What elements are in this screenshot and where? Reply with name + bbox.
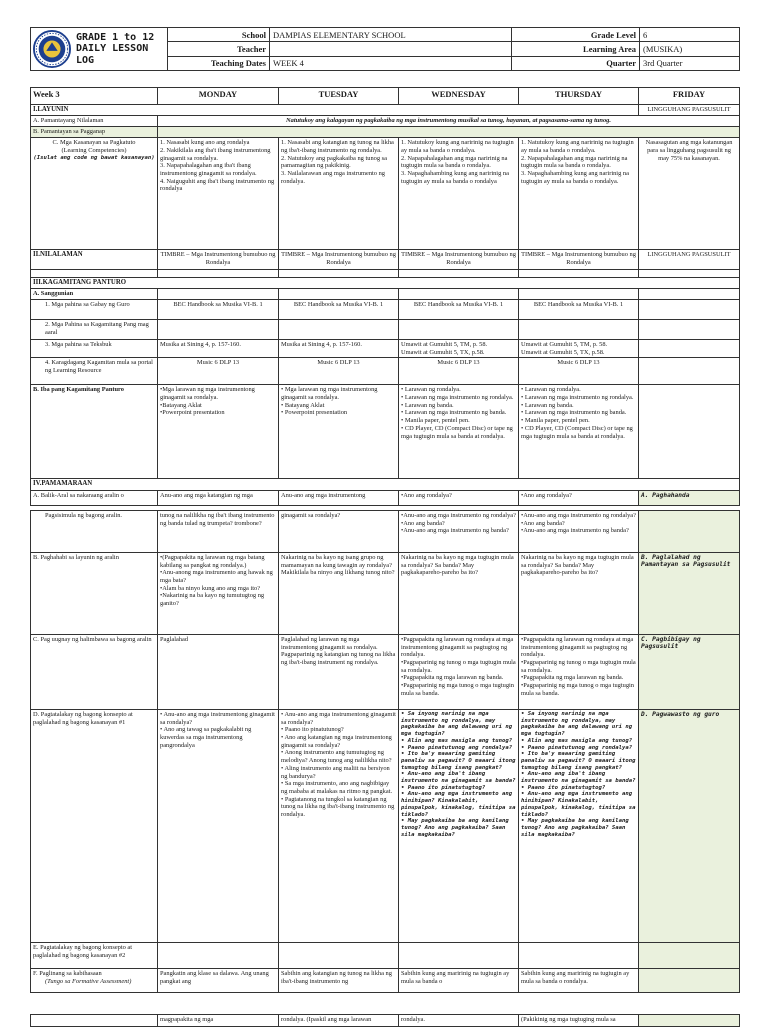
pagsisimula-label: Pagsisimula ng bagong aralin. [31, 511, 158, 553]
teacher-label: Teacher [168, 42, 270, 56]
learning-resource-label: 4. Karagdagang Kagamitan mula sa portal ng Learning Resource [31, 358, 158, 385]
kagamitan-heading: III.KAGAMITANG PANTURO [31, 278, 740, 289]
pag-uugnay-monday: Paglalahad [158, 635, 279, 710]
pagsisimula-thursday: •Anu-ano ang mga instrumento ng rondalya? •Ano ang banda? •Anu-ano ang mga instrumento ng banda? [519, 511, 639, 553]
competencies-thursday: 1. Natutukoy kung ang naririnig na tugtugin ay mula sa banda o rondalya. 2. Napapahalagahan ang mga naririnig na tugtugin mula sa banda o rondalya. 3. Napaghahambing kung ang naririnig na tugtugin ay mula sa banda o rondalya. [519, 138, 639, 250]
pamantayan-pagganap-value [158, 127, 740, 138]
document-title: GRADE 1 to 12 DAILY LESSON LOG [76, 31, 155, 66]
thursday-header: THURSDAY [519, 88, 639, 105]
pagsisimula-friday [639, 511, 740, 553]
pagtatalakay-1-monday: • Anu-ano ang mga instrumentong ginagamit sa rondalya? • Ano ang tawag sa pagkakalabit ng kuwerdas sa mga instrumentong pangrondalya [158, 710, 279, 943]
header-table [30, 27, 740, 71]
paghahabi-monday: •(Pagpapakita ng larawan ng mga batang kabilang sa pangkat ng rondalya.) •Anu-anong mga instrumento ang hawak ng mga bata? •Alam ba ninyo kung ano ang mga ito? •Nakarinig na ba kayo ng tumutugtog ng ganito? [158, 553, 279, 635]
pag-uugnay-label: C. Pag uugnay ng halimbawa sa bagong aralin [31, 635, 158, 710]
teksbuk-wednesday: Umawit at Gumuhit 5, TM, p. 58. Umawit at Gumuhit 5, TX, p.58. [399, 340, 519, 358]
iba-pang-kagamitan-tuesday: • Mga larawan ng mga instrumentong ginagamit sa rondalya. • Batayang Aklat • Powerpoint presentation [279, 385, 399, 479]
learning-resource-thursday: Music 6 DLP 13 [519, 358, 639, 385]
gabay-guro-tuesday: BEC Handbook sa Musika VI-B. 1 [279, 300, 399, 320]
pagsisimula-monday: tunog na nalilikha ng iba't ibang instrumento ng banda tulad ng trumpeta? trombone? [158, 511, 279, 553]
quarter-label: Quarter [512, 56, 640, 70]
pagtatalakay-1-thursday: • Sa inyong narinig na mga instrumento ng rondalya, may pagkakaiba ba ang dalawang uri ng mga tugtugin? • Alin ang mas masigla ang tunog? • Paano pinatutunog ang rondalya? • Ito ba'y maaaring gamiting panaliw sa pagawit? O maaari itong tumugtog bilang isang pangkat? • Anu-ano ang iba't ibang instrumento na ginagamit sa banda? • Paano ito pinatutugtog? • Anu-ano ang mga instrumento ang hinihipan? Kinakalabit, pinupalpok, kinakalog, tinitipa sa tiklado? • May pagkakaiba ba ang kanilang tunog? Ano ang pagkakaiba? Saan sila magkakaiba? [519, 710, 639, 943]
wednesday-header: WEDNESDAY [399, 88, 519, 105]
competencies-friday: Nasasagutan ang mga katanungan para sa lingguhang pagsusulit ng may 75% na kasanayan. [639, 138, 740, 250]
nilalaman-tuesday: TIMBRE – Mga Instrumentong bumubuo ng Rondalya [279, 250, 399, 270]
pag-uugnay-friday: C. Pagbibigay ng Pagsusulit [639, 635, 740, 710]
paghahabi-label: B. Paghahabi sa layunin ng aralin [31, 553, 158, 635]
paglinang-subtitle: (Tungo sa Formative Assessment) [45, 977, 132, 985]
tuesday-header: TUESDAY [279, 88, 399, 105]
learning-resource-monday: Music 6 DLP 13 [158, 358, 279, 385]
pagsisimula-tuesday: ginagamit sa rondalya? [279, 511, 399, 553]
learning-resource-tuesday: Music 6 DLP 13 [279, 358, 399, 385]
nilalaman-thursday: TIMBRE – Mga Instrumentong bumubuo ng Rondalya [519, 250, 639, 270]
pag-uugnay-thursday: •Pagpapakita ng larawan ng rondaya at mga instrumentong ginagamit sa pagtugtog ng rondalya. •Pagpaparinig ng tunog o mga tugtugin mula sa rondalya. •Pagpapakita ng mga larawan ng banda. •Pagpaparinig ng mga tunog o mga tugtugin mula sa banda. [519, 635, 639, 710]
balik-aral-thursday: •Ano ang rondalya? [519, 490, 639, 505]
teaching-dates-label: Teaching Dates [168, 56, 270, 70]
iba-pang-kagamitan-monday: •Mga larawan ng mga instrumentong ginagamit sa rondalya. •Batayang Aklat •Powerpoint presentation [158, 385, 279, 479]
pamamaraan-heading: IV.PAMAMARAAN [31, 479, 740, 490]
teksbuk-label: 3. Mga pahina sa Teksbuk [31, 340, 158, 358]
continued-wednesday: rondalya. [399, 1015, 519, 1027]
balik-aral-tuesday: Anu-ano ang mga instrumentong [279, 490, 399, 505]
nilalaman-friday: LINGGUHANG PAGSUSULIT [639, 250, 740, 270]
competencies-label [31, 138, 158, 250]
layunin-heading: I.LAYUNIN [31, 105, 639, 116]
pamantayang-nilalaman-label: A. Pamantayang Nilalaman [31, 116, 158, 127]
teksbuk-tuesday: Musika at Sining 4, p. 157-160. [279, 340, 399, 358]
teacher-value [270, 42, 512, 56]
pagtatalakay-1-wednesday: • Sa inyong narinig na mga instrumento ng rondalya, may pagkakaiba ba ang dalawang uri ng mga tugtugin? • Alin ang mas masigla ang tunog? • Paano pinatutunog ang rondalya? • Ito ba'y maaaring gamiting panaliw sa pagawit? O maaari itong tumugtog bilang isang pangkat? • Anu-ano ang iba't ibang instrumento na ginagamit sa banda? • Paano ito pinatutugtog? • Anu-ano ang mga instrumento ang hinihipan? Kinakalabit, pinupalpok, kinakalog, tinitipa sa tiklado? • May pagkakaiba ba ang kanilang tunog? Ano ang pagkakaiba? Saan sila magkakaiba? [399, 710, 519, 943]
lesson-table-part2 [30, 510, 740, 993]
teksbuk-thursday: Umawit at Gumuhit 5, TM, p. 58. Umawit at Gumuhit 5, TX, p.58. [519, 340, 639, 358]
balik-aral-label: A. Balik-Aral sa nakaraang aralin o [31, 490, 158, 505]
pag-uugnay-wednesday: •Pagpapakita ng larawan ng rondaya at mga instrumentong ginagamit sa pagtugtog ng rondalya. •Pagpaparinig ng tunog o mga tugtugin mula sa rondalya. •Pagpapakita ng mga larawan ng banda. •Pagpaparinig ng mga tunog o mga tugtugin mula sa banda. [399, 635, 519, 710]
balik-aral-friday: A. Paghahanda [639, 490, 740, 505]
paglinang-thursday: Sabihin kung ang maririnig na tugtugin ay mula sa banda o rondalya. [519, 969, 639, 993]
paghahabi-tuesday: Nakarinig na ba kayo ng isang grupo ng mamamayan na kung tawagin ay rondalya? Makikilala ba ninyo ang likhang tunog nito? [279, 553, 399, 635]
lesson-table-part1 [30, 87, 740, 506]
balik-aral-wednesday: •Ano ang rondalya? [399, 490, 519, 505]
paghahabi-friday: B. Paglalahad ng Pamantayan sa Pagsusulit [639, 553, 740, 635]
pagtatalakay-2-label: E. Pagtatalakay ng bagong konsepto at paglalahad ng bagong kasanayan #2 [31, 943, 158, 969]
pagtatalakay-1-label: D. Pagtatalakay ng bagong konsepto at paglalahad ng bagong kasanayan #1 [31, 710, 158, 943]
pagsisimula-wednesday: •Anu-ano ang mga instrumento ng rondalya? •Ano ang banda? •Anu-ano ang mga instrumento ng banda? [399, 511, 519, 553]
iba-pang-kagamitan-wednesday: • Larawan ng rondalya. • Larawan ng mga instrumento ng rondalya. • Larawan ng banda. • Larawan ng mga instrumento ng banda. • Manila paper, pentel pen. • CD Player, CD (Compact Disc) or tape ng mga tugtugin mula sa banda at rondalya. [399, 385, 519, 479]
iba-pang-kagamitan-thursday: • Larawan ng rondalya. • Larawan ng mga instrumento ng rondalya. • Larawan ng banda. • Larawan ng mga instrumento ng banda. • Manila paper, pentel pen. • CD Player, CD (Compact Disc) or tape ng mga tugtugin mula sa banda at rondalya. [519, 385, 639, 479]
competencies-monday: 1. Nasasabi kung ano ang rondalya 2. Nakikilala ang iba't ibang instrumentong ginagamit sa rondalya. 3. Napapahalagahan ang iba't ibang instrumentong ginagamit sa rondalya. 4. Naiguguhit ang iba't ibang instrumento ng rondalya [158, 138, 279, 250]
learning-resource-wednesday: Music 6 DLP 13 [399, 358, 519, 385]
competencies-tuesday: 1. Nasasabi ang katangian ng tunog na likha ng iba't-ibang instrumento ng rondalya. 2. Natutukoy ang pagkakaiba ng tunog sa pamamagitan ng pakikinig. 3. Nailalarawan ang mga instrumento ng rondalya. [279, 138, 399, 250]
teksbuk-monday: Musika at Sining 4, p. 157-160. [158, 340, 279, 358]
gabay-guro-thursday: BEC Handbook sa Musika VI-B. 1 [519, 300, 639, 320]
teaching-dates-value: WEEK 4 [270, 56, 512, 70]
paglinang-label [31, 969, 158, 993]
nilalaman-monday: TIMBRE – Mga Instrumentong bumubuo ng Rondalya [158, 250, 279, 270]
nilalaman-heading: II.NILALAMAN [31, 250, 158, 270]
lesson-table-part3 [30, 1014, 740, 1027]
paglinang-wednesday: Sabihin kung ang maririnig na tugtugin ay mula sa banda o [399, 969, 519, 993]
paglinang-monday: Pangkatin ang klase sa dalawa. Ang unang pangkat ang [158, 969, 279, 993]
logo-cell [31, 28, 168, 71]
school-value: DAMPIAS ELEMENTARY SCHOOL [270, 28, 512, 42]
week-header: Week 3 [31, 88, 158, 105]
learning-area-label: Learning Area [512, 42, 640, 56]
pagtatalakay-1-tuesday: • Anu-ano ang mga instrumentong ginagamit sa rondalya? • Paano ito pinatutunog? • Ano ang katangian ng mga instrumentong ginagamit sa rondalya? • Anong instrumento ang tumutugtog ng melodiya? Anong tunog ang nalilikha nito? • Aling instrumento ang maliit na bersiyon ng bandurya? • Sa mga instrumento, ano ang nagbibigay ng mababa at malakas na ritmo ng pangkat. • Pagtatanong na tungkol sa katangian ng tunog na likha ng iba't-ibang instrumento ng rondalya. [279, 710, 399, 943]
sanggunian-label: A. Sanggunian [31, 289, 158, 300]
paglinang-tuesday: Sabihin ang katangian ng tunog na likha ng iba't-ibang instrumento ng [279, 969, 399, 993]
grade-level-label: Grade Level [512, 28, 640, 42]
paghahabi-wednesday: Nakarinig na ba kayo ng mga tugtugin mula sa rondalya? Sa banda? May pagkakapareho-pareho ba ito? [399, 553, 519, 635]
gabay-guro-label: 1. Mga pahina sa Gabay ng Guro [31, 300, 158, 320]
pag-uugnay-tuesday: Paglalahad ng larawan ng mga instrumentong ginagamit sa rondalya. Pagpaparinig ng katangian ng tunog na likha ng iba't-ibang instrument ng rondalya. [279, 635, 399, 710]
competencies-wednesday: 1. Natutukoy kung ang naririnig na tugtugin ay mula sa banda o rondalya. 2. Napapahalagahan ang mga naririnig na tugtugin mula sa banda o rondalya. 3. Napaghahambing kung ang naririnig na tugtugin ay mula sa banda o rondalya [399, 138, 519, 250]
competencies-title: C. Mga Kasanayan sa Pagkatuto (Learning Competencies) [52, 139, 136, 154]
learning-area-value: (MUSIKA) [640, 42, 740, 56]
paghahabi-thursday: Nakarinig na ba kayo ng mga tugtugin mula sa rondalya? Sa banda? May pagkakapareho-pareho ba ito? [519, 553, 639, 635]
continued-thursday: (Pakikinig ng mga tugtuging mula sa [519, 1015, 639, 1027]
friday-layunin: LINGGUHANG PAGSUSULIT [639, 105, 740, 116]
deped-seal-icon [33, 30, 71, 68]
monday-header: MONDAY [158, 88, 279, 105]
paglinang-title: F. Paglinang sa kabihasaan [33, 970, 102, 977]
balik-aral-monday: Anu-ano ang mga katangian ng mga [158, 490, 279, 505]
competencies-note: (Isulat ang code ng bawat kasanayan) [33, 154, 155, 161]
gabay-guro-monday: BEC Handbook sa Musika VI-B. 1 [158, 300, 279, 320]
pamantayang-nilalaman-text: Natutukoy ang kalagayan ng pagkakaiba ng mga instrumentong musikal sa tunog, hayanan, at pagsasama-sama ng tunog. [158, 116, 740, 127]
continued-tuesday: rondalya. (Ipaskil ang mga larawan [279, 1015, 399, 1027]
kagamitang-aaral-label: 2. Mga Pahina sa Kagamitang Pang mag aaral [31, 320, 158, 340]
continued-monday: magpapakita ng mga [158, 1015, 279, 1027]
pamantayan-pagganap-label: B. Pamantayan sa Pagganap [31, 127, 158, 138]
gabay-guro-wednesday: BEC Handbook sa Musika VI-B. 1 [399, 300, 519, 320]
school-label: School [168, 28, 270, 42]
nilalaman-wednesday: TIMBRE – Mga Instrumentong bumubuo ng Rondalya [399, 250, 519, 270]
friday-header: FRIDAY [639, 88, 740, 105]
iba-pang-kagamitan-label: B. Iba pang Kagamitang Panturo [31, 385, 158, 479]
quarter-value: 3rd Quarter [640, 56, 740, 70]
grade-level-value: 6 [640, 28, 740, 42]
pagtatalakay-1-friday: D. Pagwawasto ng guro [639, 710, 740, 943]
